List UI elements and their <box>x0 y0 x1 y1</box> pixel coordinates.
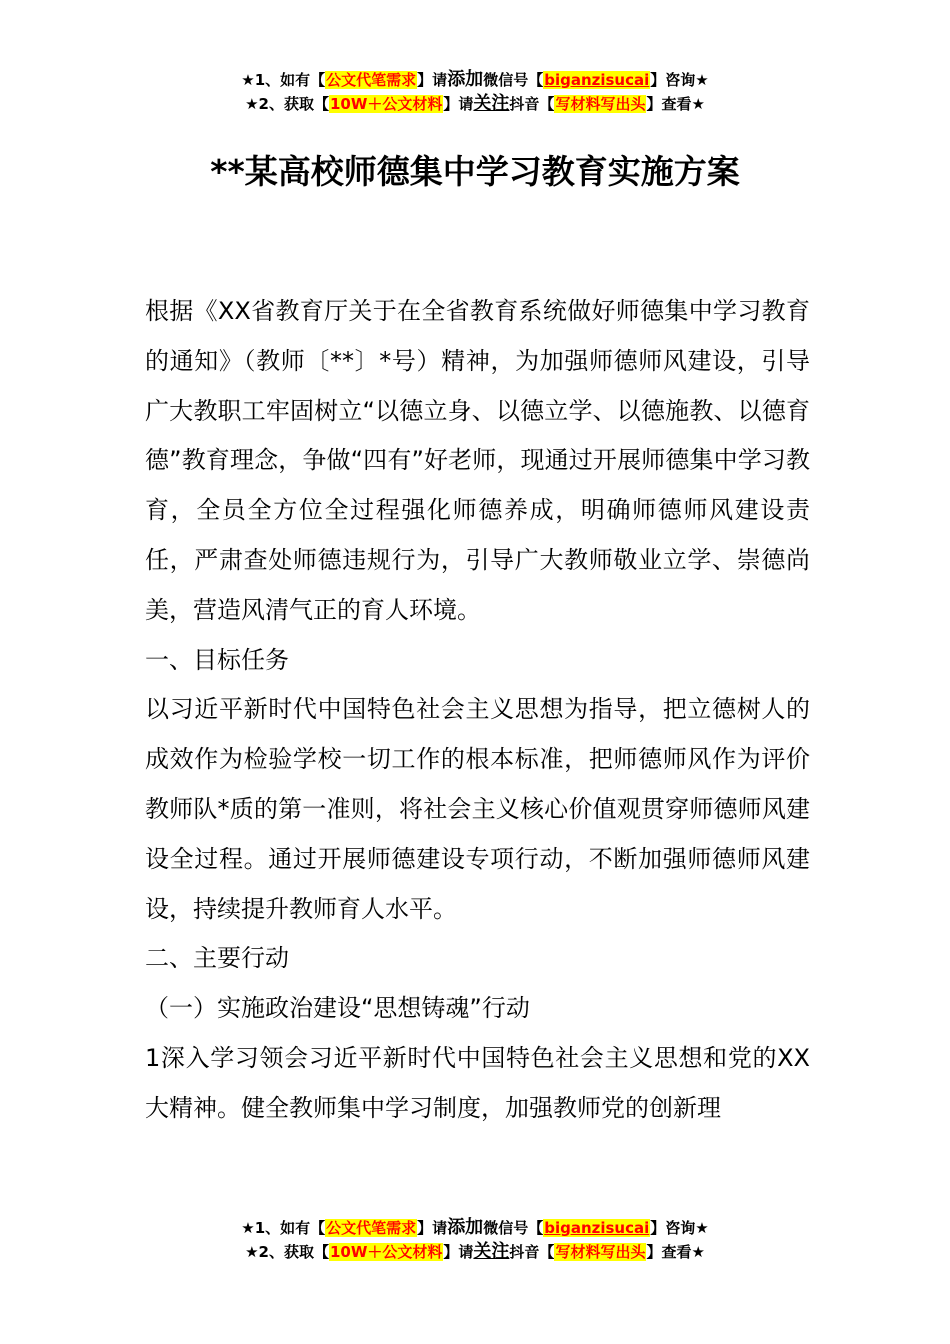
body-paragraph: 1深入学习领会习近平新时代中国特色社会主义思想和党的XX大精神。健全教师集中学习制度，加强教师党的创新理 <box>145 1043 810 1122</box>
subsection-heading: （一）实施政治建设“思想铸魂”行动 <box>145 994 530 1023</box>
star-icon: ★ <box>245 95 259 113</box>
promo-text: 】请 <box>417 71 448 89</box>
section-heading: 一、目标任务 <box>145 645 289 674</box>
section-heading: 二、主要行动 <box>145 944 289 973</box>
star-icon: ★ <box>241 71 255 89</box>
promo-emphasis: 添加 <box>447 69 484 90</box>
promo-wechat-id[interactable]: biganzisucai <box>544 71 650 89</box>
star-icon: ★ <box>245 1243 259 1261</box>
promo-line-2 <box>0 1240 950 1264</box>
promo-highlight-service: 公文代笔需求 <box>326 71 417 89</box>
promo-text: 1、如有【 <box>254 71 326 89</box>
promo-text: 微信号【 <box>483 1219 544 1237</box>
promo-highlight-service: 公文代笔需求 <box>326 1219 417 1237</box>
intro-paragraph: 根据《XX省教育厅关于在全省教育系统做好师德集中学习教育的通知》（教师〔**〕*号）精神，为加强师德师风建设，引导广大教职工牢固树立“以德立身、以德立学、以德施教、以德育德”教育理念，争做“四有”好老师，现通过开展师德集中学习教育，全员全方位全过程强化师德养成，明确师德师风建设责任，严肃查处师德违规行为，引导广大教师敬业立学、崇德尚美，营造风清气正的育人环境。 <box>145 297 810 624</box>
document-title: **某高校师德集中学习教育实施方案 <box>210 152 740 191</box>
promo-text: 】查看★ <box>646 95 705 113</box>
promo-line-1 <box>0 68 950 92</box>
promo-text: 2、获取【 <box>258 95 329 113</box>
header-promo-banner <box>0 68 950 116</box>
promo-highlight-materials: 10W＋公文材料 <box>329 1243 443 1261</box>
star-icon: ★ <box>241 1219 255 1237</box>
promo-line-1 <box>0 1216 950 1240</box>
document-body <box>145 287 810 1134</box>
promo-text: 微信号【 <box>483 71 544 89</box>
promo-text: 】请 <box>417 1219 448 1237</box>
promo-emphasis: 添加 <box>447 1217 484 1238</box>
promo-douyin-account[interactable]: 写材料写出头 <box>555 1243 646 1261</box>
promo-wechat-id[interactable]: biganzisucai <box>544 1219 650 1237</box>
promo-emphasis: 关注 <box>473 93 510 114</box>
promo-douyin-account[interactable]: 写材料写出头 <box>555 95 646 113</box>
promo-text: 】咨询★ <box>650 71 709 89</box>
promo-text: 2、获取【 <box>258 1243 329 1261</box>
body-paragraph: 以习近平新时代中国特色社会主义思想为指导，把立德树人的成效作为检验学校一切工作的根本标准，把师德师风作为评价教师队*质的第一准则，将社会主义核心价值观贯穿师德师风建设全过程。通过开展师德建设专项行动，不断加强师德师风建设，持续提升教师育人水平。 <box>145 695 810 923</box>
promo-emphasis: 关注 <box>473 1241 510 1262</box>
promo-line-2 <box>0 92 950 116</box>
promo-text: 抖音【 <box>509 95 555 113</box>
promo-highlight-materials: 10W＋公文材料 <box>329 95 443 113</box>
promo-text: 】请 <box>443 1243 474 1261</box>
promo-text: 】查看★ <box>646 1243 705 1261</box>
footer-promo-banner <box>0 1216 950 1264</box>
promo-text: 1、如有【 <box>254 1219 326 1237</box>
promo-text: 】咨询★ <box>650 1219 709 1237</box>
promo-text: 抖音【 <box>509 1243 555 1261</box>
promo-text: 】请 <box>443 95 474 113</box>
